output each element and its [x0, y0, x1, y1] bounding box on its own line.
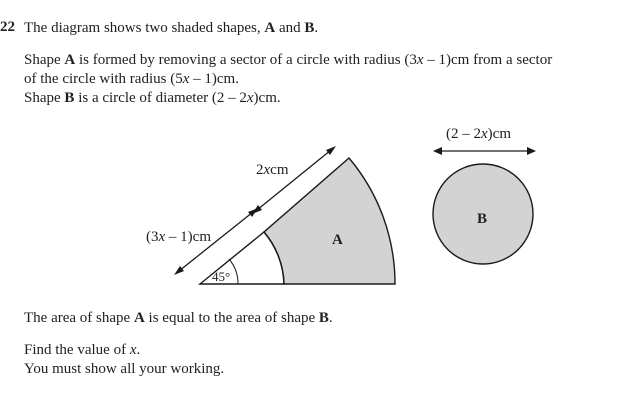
shape-a-description-line1: Shape A is formed by removing a sector of a circle with radius (3x – 1)cm from a sector: [24, 52, 553, 68]
angle-arc: [229, 259, 238, 284]
question-number: 22: [0, 19, 15, 35]
diameter-label: (2 – 2x)cm: [446, 126, 511, 142]
label-2x: 2xcm: [256, 162, 289, 178]
intro-text: The diagram shows two shaded shapes, A and B.: [24, 20, 319, 36]
angle-label: 45°: [212, 269, 231, 284]
shape-b-description: Shape B is a circle of diameter (2 – 2x)cm.: [24, 90, 281, 106]
equal-area-statement: The area of shape A is equal to the area of shape B.: [24, 310, 333, 326]
shape-a-label: A: [332, 232, 343, 248]
diameter-arrow: [433, 147, 536, 155]
shape-b-label: B: [477, 211, 488, 227]
find-instruction: Find the value of x.: [24, 342, 141, 358]
working-instruction: You must show all your working.: [24, 361, 225, 377]
label-3x-minus-1: (3x – 1)cm: [146, 229, 211, 245]
shape-a-description-line2: of the circle with radius (5x – 1)cm.: [24, 71, 239, 87]
